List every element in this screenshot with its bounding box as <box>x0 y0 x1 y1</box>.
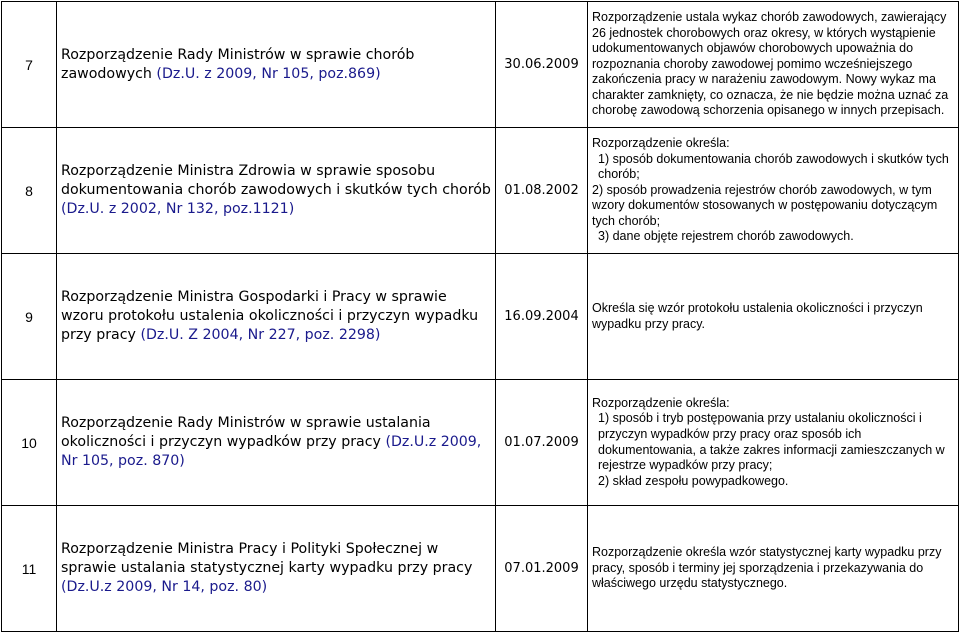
regulation-description <box>588 128 959 254</box>
description-intro: Rozporządzenie określa: <box>592 135 730 150</box>
table-row <box>2 506 959 632</box>
regulation-title-cell <box>57 128 496 254</box>
description-item: 1) sposób dokumentowania chorób zawodowych i skutków tych chorób; <box>598 151 949 182</box>
regulation-description: Rozporządzenie ustala wykaz chorób zawodowych, zawierający 26 jednostek chorobowych oraz okresy, w których wystąpienie udokumentowanych objawów chorobowych upoważnia do rozpoznania choroby zawodowej pomimo wcześniejszego zakończenia pracy w narażeniu zawodowym. Nowy wykaz ma charakter zamknięty, co oznacza, że nie będzie można uznać za chorobę zawodową schorzenia opisanego w innych przepisach. <box>588 2 959 128</box>
regulation-date: 01.08.2002 <box>496 128 588 254</box>
regulation-title: Rozporządzenie Ministra Zdrowia w sprawie sposobu dokumentowania chorób zawodowych i skutków tych chorób <box>61 163 491 198</box>
regulation-title: Rozporządzenie Ministra Gospodarki i Pracy w sprawie wzoru protokołu ustalenia okoliczności i przyczyn wypadku przy pracy <box>61 289 479 343</box>
regulation-title: Rozporządzenie Rady Ministrów w sprawie chorób zawodowych <box>61 46 415 82</box>
regulation-date: 07.01.2009 <box>496 506 588 632</box>
regulation-title-cell <box>57 254 496 380</box>
regulation-description: Określa się wzór protokołu ustalenia okoliczności i przyczyn wypadku przy pracy. <box>588 254 959 380</box>
row-number: 8 <box>2 128 57 254</box>
regulation-title: Rozporządzenie Ministra Pracy i Polityki Społecznej w sprawie ustalania statystycznej karty wypadku przy pracy <box>61 541 473 576</box>
description-item: 3) dane objęte rejestrem chorób zawodowych. <box>598 229 854 244</box>
regulation-description <box>588 380 959 506</box>
regulation-source: (Dz.U. Z 2004, Nr 227, poz. 2298) <box>140 327 381 343</box>
regulation-title-cell <box>57 506 496 632</box>
table-row <box>2 128 959 254</box>
regulation-source: (Dz.U. z 2002, Nr 132, poz.1121) <box>61 201 295 217</box>
row-number: 9 <box>2 254 57 380</box>
description-intro: Rozporządzenie określa: <box>592 395 730 410</box>
description-item: 1) sposób i tryb postępowania przy ustalaniu okoliczności i przyczyn wypadków przy pracy oraz sposób ich dokumentowania, a także zakres informacji zamieszczanych w rejestrze wypadków przy pracy; <box>598 411 945 473</box>
regulation-source: (Dz.U.z 2009, Nr 105, poz. 870) <box>61 434 482 469</box>
regulation-title-cell <box>57 2 496 128</box>
description-item: 2) sposób prowadzenia rejestrów chorób zawodowych, w tym wzory dokumentów stosowanych w postępowaniu dotyczącym tych chorób; <box>592 182 938 228</box>
row-number: 10 <box>2 380 57 506</box>
table-row <box>2 254 959 380</box>
row-number: 11 <box>2 506 57 632</box>
regulation-title: Rozporządzenie Rady Ministrów w sprawie ustalania okoliczności i przyczyn wypadków przy pracy <box>61 415 431 450</box>
regulation-title-cell <box>57 380 496 506</box>
regulation-description: Rozporządzenie określa wzór statystycznej karty wypadku przy pracy, sposób i terminy jej sporządzenia i przekazywania do właściwego urzędu statystycznego. <box>588 506 959 632</box>
table-row <box>2 380 959 506</box>
regulation-date: 30.06.2009 <box>496 2 588 128</box>
table-row <box>2 2 959 128</box>
regulation-date: 16.09.2004 <box>496 254 588 380</box>
description-item: 2) skład zespołu powypadkowego. <box>598 473 789 488</box>
regulation-source: (Dz.U.z 2009, Nr 14, poz. 80) <box>61 579 268 595</box>
row-number: 7 <box>2 2 57 128</box>
regulation-source: (Dz.U. z 2009, Nr 105, poz.869) <box>156 65 381 82</box>
regulations-table <box>1 1 959 632</box>
regulation-date: 01.07.2009 <box>496 380 588 506</box>
